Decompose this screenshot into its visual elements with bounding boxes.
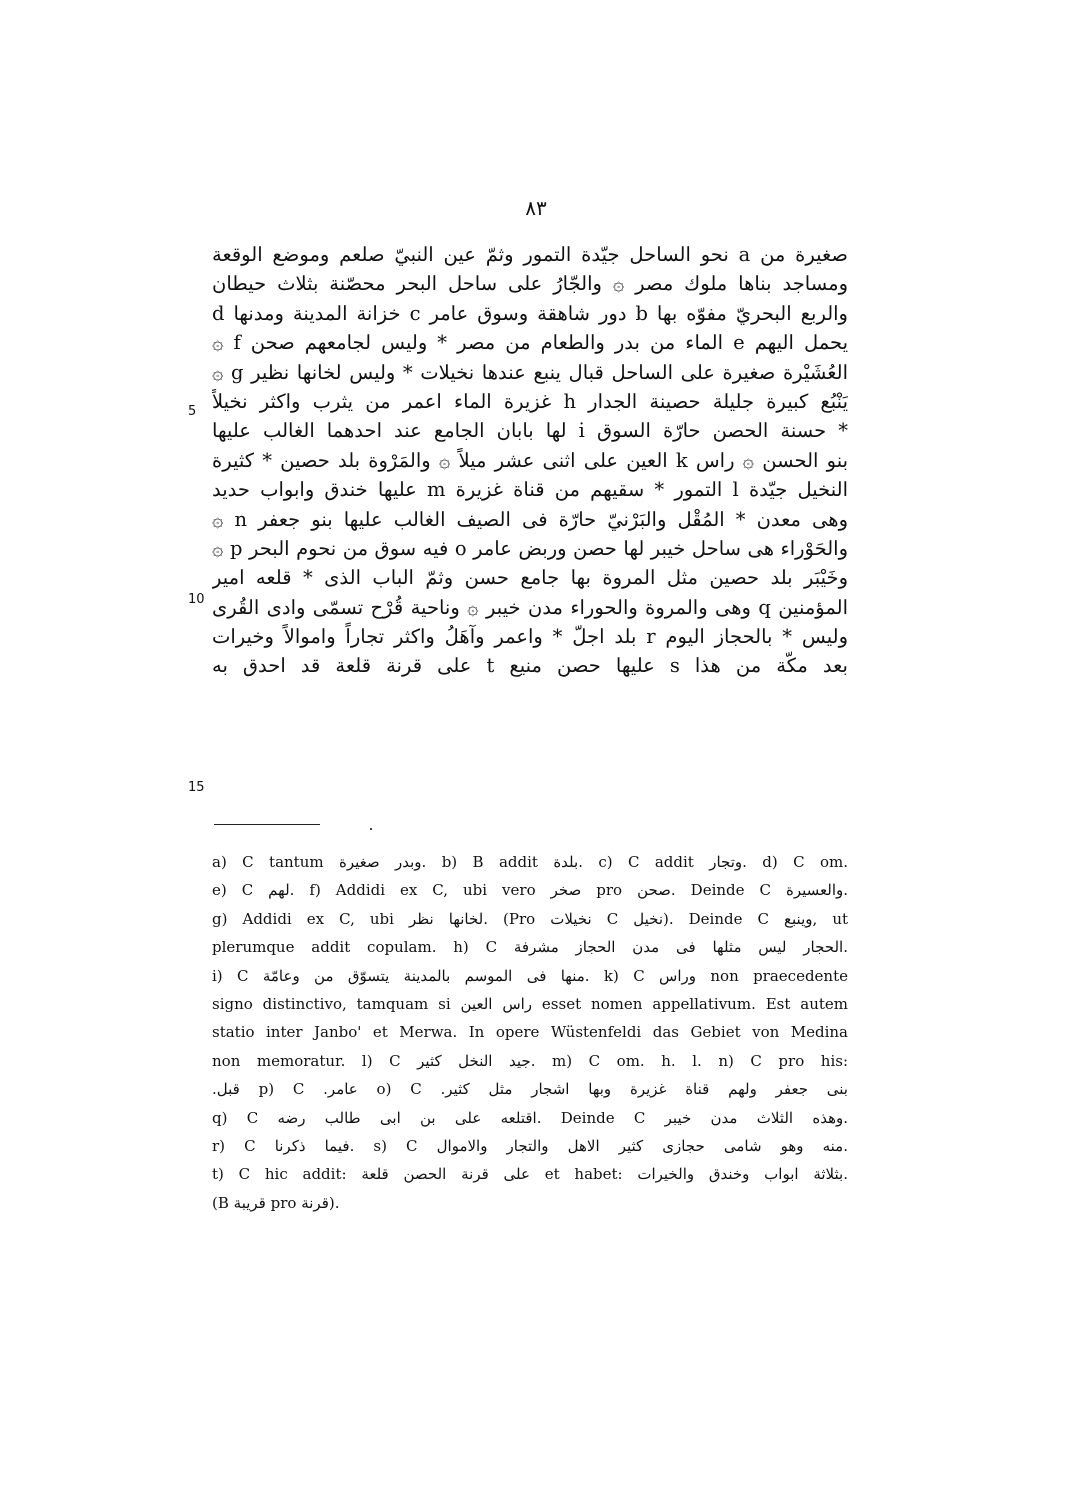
text-line: وخَيْبَر بلد حصين مثل المروة بها جامع حسن وثمّ الباب الذى * قلعه امير (212, 566, 848, 590)
footnote-line: e) C لهم. f) Addidi ex C, ubi vero صخر pro صحن. Deinde C والعسيرة. (212, 881, 848, 900)
footnote-line: r) C فيما ذكرنا. s) C منه وهو شامى حجازى كثير الاهل والتجار والاموال. (212, 1136, 848, 1155)
line-number-5: 5 (188, 404, 197, 419)
line-number-15: 15 (188, 780, 205, 795)
text-line: صغيرة من a نحو الساحل جيّدة التمور وثمّ عين النبيّ صلعم وموضع الوقعة (212, 243, 848, 266)
footnote-line: (B قريبة pro قرنة). (212, 1193, 340, 1212)
text-line: بعد مكّة من هذا s عليها حصن منيع t على قرنة قلعة قد احدق به (212, 654, 848, 678)
line-number-10: 10 (188, 592, 205, 607)
page-number: ٨٣ (525, 196, 547, 220)
text-line: المؤمنين q وهى والمروة والحوراء مدن خيبر ۞ وناحية قُرْح تسمّى وادى القُرى (212, 595, 848, 619)
text-line: وهى معدن * المُقْل والبَرْنيّ حارّة فى الصيف الغالب عليها بنو جعفر n ۞ (212, 507, 848, 531)
footnote-line: بنى جعفر ولهم قناة غزيرة وبها اشجار مثل كثير. o) C عامر. p) C قبل. (212, 1080, 848, 1099)
footnote-line: a) C tantum وبدر صغيرة. b) B addit بلدة. c) C addit وتجار. d) C om. (212, 853, 848, 871)
footnote-line: g) Addidi ex C, ubi لخانها نظر. (Pro نخيلات C نخيل). Deinde C وينبع, ut (212, 909, 848, 928)
footnote-line: signo distinctivo, tamquam si راس العين esset nomen appellativum. Est autem (212, 994, 848, 1013)
text-line: والربع البحريّ مفوّه بها b دور شاهقة وسوق عامر c خزانة المدينة ومدنها d (212, 301, 848, 325)
text-line: ومساجد بناها ملوك مصر ۞ والجّارُ على ساحل البحر محصّنة بثلاث حيطان (212, 272, 848, 296)
footnote-line: non memoratur. l) C جيد النخل كثير. m) C om. h. l. n) C pro his: (212, 1051, 848, 1070)
footnote-line: statio inter Janbo' et Merwa. In opere Wüstenfeldi das Gebiet von Medina (212, 1023, 848, 1042)
footnote-line: q) C اقتلعه على بن ابى طالب رضه. Deinde C وهذه الثلاث مدن خيبر. (212, 1108, 848, 1127)
main-text (212, 240, 848, 681)
ink-speck (370, 828, 372, 830)
text-line: العُشَيْرة صغيرة على الساحل قبال ينبع عندها نخيلات * وليس لخانها نظير g ۞ (212, 360, 848, 384)
footnote-line: plerumque addit copulam. h) C الحجار ليس مثلها فى مدن الحجاز مشرفة. (212, 938, 848, 957)
footnote-line: i) C منها فى الموسم بالمدينة يتسوّق من وعامّة. k) C وراس non praecedente (212, 966, 848, 985)
text-line: بنو الحسن ۞ راس k العين على اثنى عشر ميلاً ۞ والمَرْوة بلد حصين * كثيرة (212, 448, 848, 472)
text-line: * حسنة الحصن حارّة السوق i لها بابان الجامع عند احدهما الغالب عليها (212, 419, 848, 443)
footnote-line: t) C hic addit: على قرنة الحصن قلعة et habet: بثلاثة ابواب وخندق والخيرات. (212, 1165, 848, 1184)
footnotes (212, 848, 848, 1217)
text-line: النخيل جيّدة l التمور * سقيهم من قناة غزيرة m عليها خندق وابواب حديد (212, 478, 848, 502)
text-line: يحمل اليهم e الماء من بدر والطعام من مصر * وليس لجامعهم صحن f ۞ (212, 331, 848, 355)
text-line: وليس * بالحجاز اليوم r بلد اجلّ * واعمر وآهَلُ واكثر تجاراً واموالاً وخيرات (212, 625, 848, 649)
text-line: والحَوْراء هى ساحل خيبر لها حصن وربض عامر o فيه سوق من نحوم البحر p ۞ (212, 536, 848, 560)
text-line: يَنْبُع كبيرة جليلة حصينة الجدار h غزيرة الماء اعمر من يثرب واكثر نخيلاً (212, 389, 848, 413)
footnote-separator (214, 824, 320, 825)
